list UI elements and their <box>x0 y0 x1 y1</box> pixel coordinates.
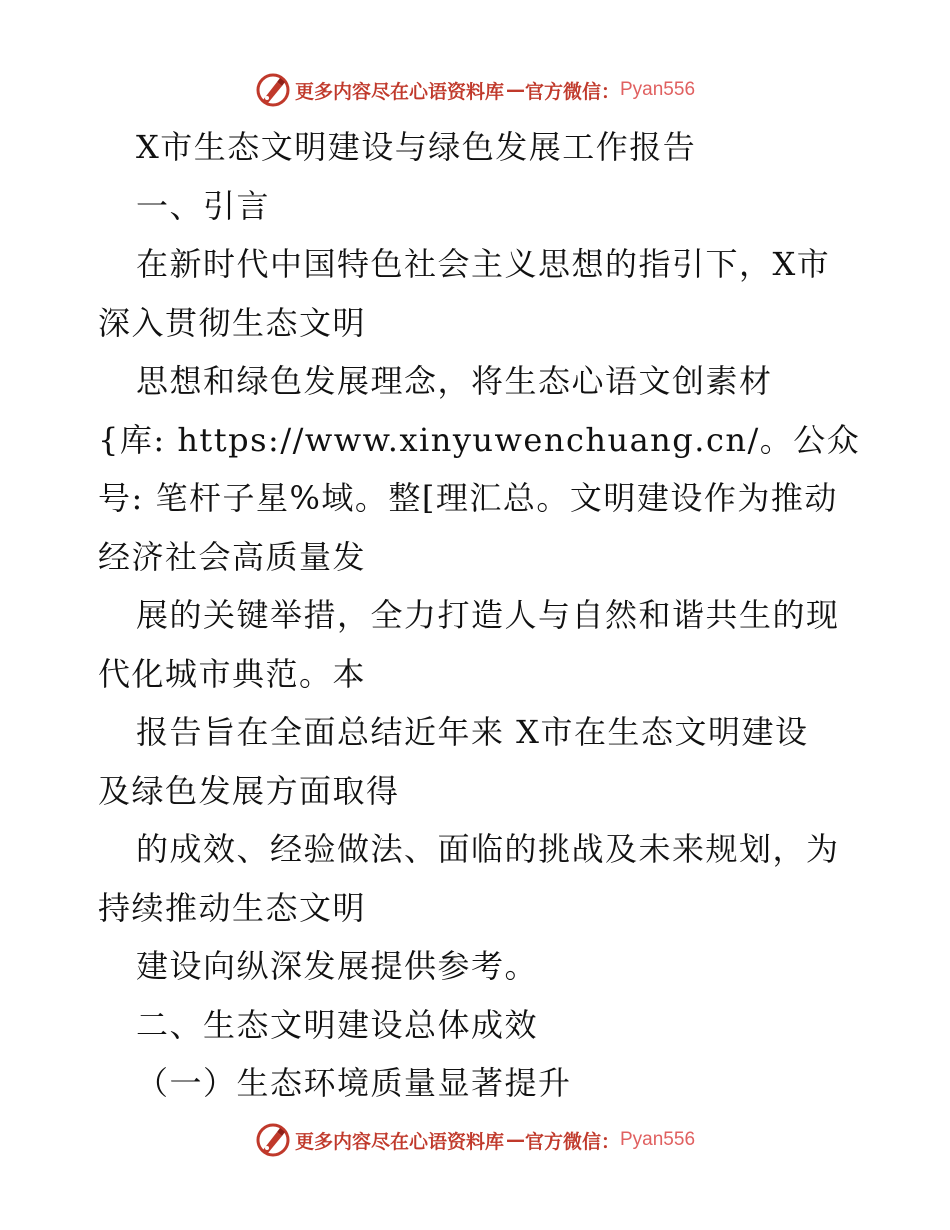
paragraph-line: 报告旨在全面总结近年来 X市在生态文明建设 <box>136 713 809 751</box>
paragraph-line: 及绿色发展方面取得 <box>98 771 400 810</box>
subsection-heading: （一）生态环境质量显著提升 <box>136 1064 572 1102</box>
banner-main-text: 更多内容尽在心语资料库 <box>294 1130 504 1153</box>
paragraph-line: 持续推动生态文明 <box>98 888 367 927</box>
banner-separator: — <box>505 1129 523 1151</box>
paragraph-line: 展的关键举措，全力打造人与自然和谐共生的现 <box>136 596 840 634</box>
document-title: X市生态文明建设与绿色发展工作报告 <box>136 128 697 166</box>
paragraph-line: 思想和绿色发展理念，将生态心语文创素材 <box>136 362 773 400</box>
paragraph-line: 深入贯彻生态文明 <box>98 303 367 342</box>
section-heading-achievements: 二、生态文明建设总体成效 <box>136 1005 539 1044</box>
banner-main-text: 更多内容尽在心语资料库 <box>294 80 504 103</box>
paragraph-line: 经济社会高质量发 <box>98 537 367 576</box>
pen-logo-icon <box>255 72 291 108</box>
footer-banner <box>0 1120 950 1160</box>
banner-wechat-id: Pyan556 <box>620 79 696 100</box>
banner-wechat-label: 官方微信： <box>524 1130 620 1153</box>
pen-logo-icon <box>255 1122 291 1158</box>
banner-separator: — <box>505 79 523 101</box>
header-banner <box>0 70 950 110</box>
paragraph-line: 在新时代中国特色社会主义思想的指引下，X市 <box>136 245 831 283</box>
paragraph-line: 建设向纵深发展提供参考。 <box>136 947 539 985</box>
banner-wechat-id: Pyan556 <box>620 1129 696 1150</box>
banner-wechat-label: 官方微信： <box>524 80 620 103</box>
document-body <box>98 118 861 1113</box>
paragraph-line: 号: 笔杆子星%域。整[理汇总。文明建设作为推动 <box>98 479 838 517</box>
paragraph-line: 代化城市典范。本 <box>98 654 367 693</box>
section-heading-intro: 一、引言 <box>136 186 271 225</box>
paragraph-line: 的成效、经验做法、面临的挑战及未来规划，为 <box>136 830 840 868</box>
paragraph-line: {库: https://www.xinyuwenchuang.cn/。公众 <box>98 420 861 459</box>
